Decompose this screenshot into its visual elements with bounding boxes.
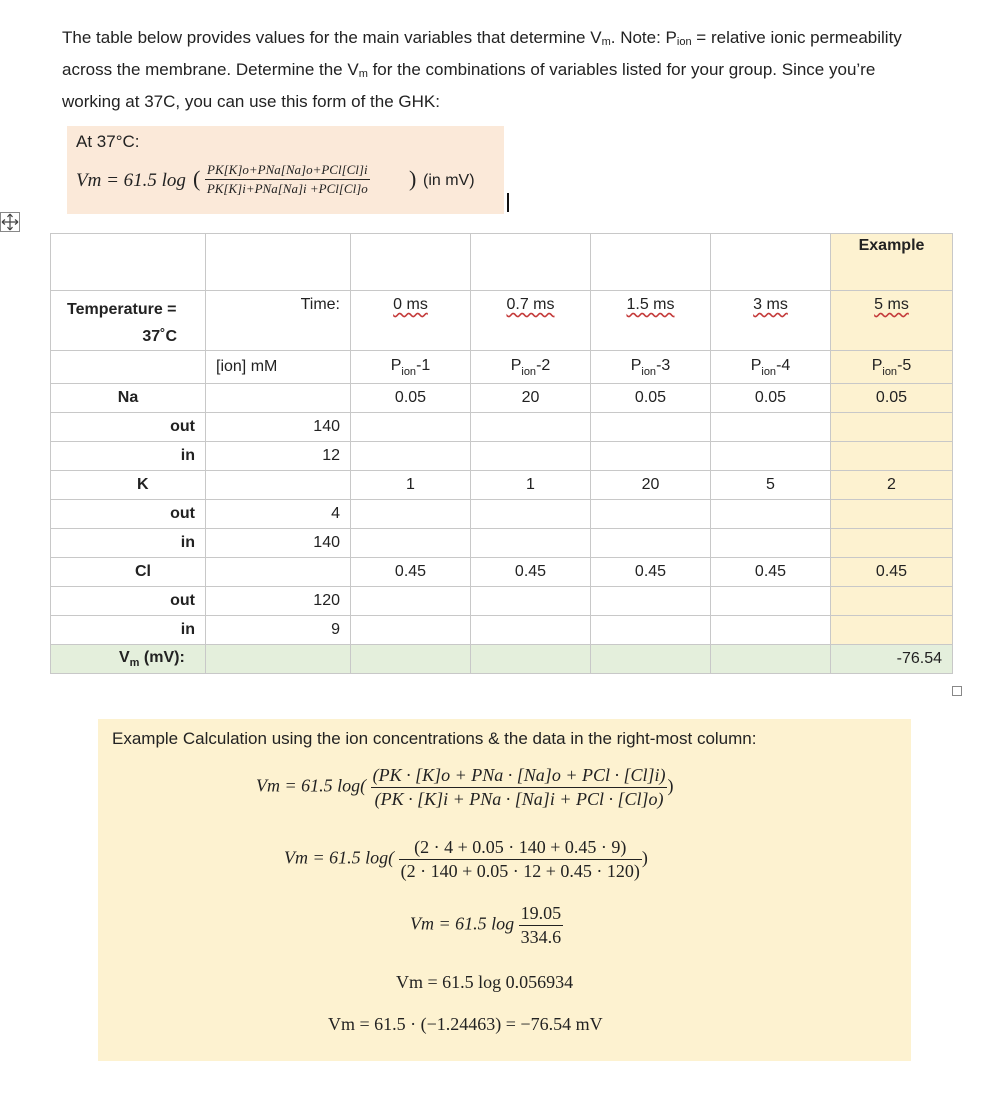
calc-title: Example Calculation using the ion concentrations & the data in the right-most column: (112, 729, 757, 748)
ion-data-table (50, 233, 953, 674)
cl-out-value: 120 (206, 587, 351, 616)
formula-fraction (205, 162, 370, 197)
pion-2: $P_{ion}-2$ (471, 351, 591, 384)
calc-line-1: Vm = 61.5 log( (PK · [K]o + PNa · [Na]o + PCl · [Cl]i) (PK · [K]i + PNa · [Na]i + PCl · [Cl]o) ) (256, 765, 674, 809)
table-row: K 1 1 20 5 2 (51, 471, 953, 500)
cl-in-value: 9 (206, 616, 351, 645)
k-in-label: in (51, 529, 206, 558)
cl-out-label: out (51, 587, 206, 616)
calc-line-2: Vm = 61.5 log( $\frac{(2 \cdot 4 + 0.05 \cdot 140 + 0.45 \cdot 9)}{(2 \cdot 140 + 0.05 \cdot 12 + 0.45 \cdot 120)}$ ) (284, 837, 648, 881)
table-row (51, 291, 953, 351)
formula-close-paren: ) (409, 166, 417, 191)
table-row (51, 234, 953, 291)
formula-denominator: PK[K]i+PNa[Na]i +PCl[Cl]o (206, 181, 368, 196)
k-out-value: 4 (206, 500, 351, 529)
table-row (51, 442, 953, 471)
formula-heading: At 37°C: (76, 132, 140, 151)
vm-label: $V_m$ (mV): (51, 645, 206, 674)
temperature-cell: Temperature = 37˚C (51, 291, 206, 351)
time-4: 5 ms (831, 291, 953, 351)
formula-unit-note: (in mV) (423, 172, 475, 189)
calc-line-4: Vm = 61.5 log 0.056934 (396, 972, 574, 992)
na-out-label: out (51, 413, 206, 442)
ghk-formula-box (67, 126, 504, 214)
na-out-value: 140 (206, 413, 351, 442)
intro-paragraph: The table below provides values for the main variables that determine $V_m$. Note: $P_{ion}$ = relative ionic permeability across the membrane. Determine the $V_m$ for the combinations of variables listed for your group. Since you’re working at 37C, you can use this form of the GHK: (62, 28, 902, 111)
time-label: Time: (206, 291, 351, 351)
time-0: 0 ms (351, 291, 471, 351)
table-row (51, 645, 953, 674)
table-row (51, 351, 953, 384)
k-out-label: out (51, 500, 206, 529)
text-cursor (507, 193, 509, 212)
vm-example-value: -76.54 (831, 645, 953, 674)
pion-5: $P_{ion}-5$ (831, 351, 953, 384)
na-label: Na (51, 384, 206, 413)
time-2: 1.5 ms (591, 291, 711, 351)
table-row (51, 587, 953, 616)
time-3: 3 ms (711, 291, 831, 351)
calc-line-5: Vm = 61.5 · (−1.24463) = −76.54 mV (328, 1014, 603, 1034)
pion-4: $P_{ion}-4$ (711, 351, 831, 384)
na-in-value: 12 (206, 442, 351, 471)
cl-in-label: in (51, 616, 206, 645)
pion-3: $P_{ion}-3$ (591, 351, 711, 384)
time-1: 0.7 ms (471, 291, 591, 351)
table-row (51, 616, 953, 645)
example-header: Example (831, 234, 953, 291)
table-resize-handle[interactable] (952, 686, 962, 696)
k-label: K (51, 471, 206, 500)
table-row (51, 500, 953, 529)
move-arrows-icon (1, 213, 19, 231)
k-in-value: 140 (206, 529, 351, 558)
calc-line-3: Vm = 61.5 log $\frac{19.05}{334.6}$ (410, 903, 562, 947)
cl-label: Cl (51, 558, 206, 587)
table-move-handle[interactable] (0, 212, 20, 232)
table-row: Cl 0.45 0.45 0.45 0.45 0.45 (51, 558, 953, 587)
formula-open-paren: ( (193, 166, 201, 191)
table-row: Na 0.05 20 0.05 0.05 0.05 (51, 384, 953, 413)
ion-unit-label: [ion] mM (206, 351, 351, 384)
na-in-label: in (51, 442, 206, 471)
example-calculation-box (98, 719, 911, 1061)
table-row (51, 529, 953, 558)
formula-lhs: Vm = 61.5 log (76, 170, 186, 191)
table-row (51, 413, 953, 442)
formula-numerator: PK[K]o+PNa[Na]o+PCl[Cl]i (205, 162, 370, 180)
pion-1: $P_{ion}-1$ (351, 351, 471, 384)
